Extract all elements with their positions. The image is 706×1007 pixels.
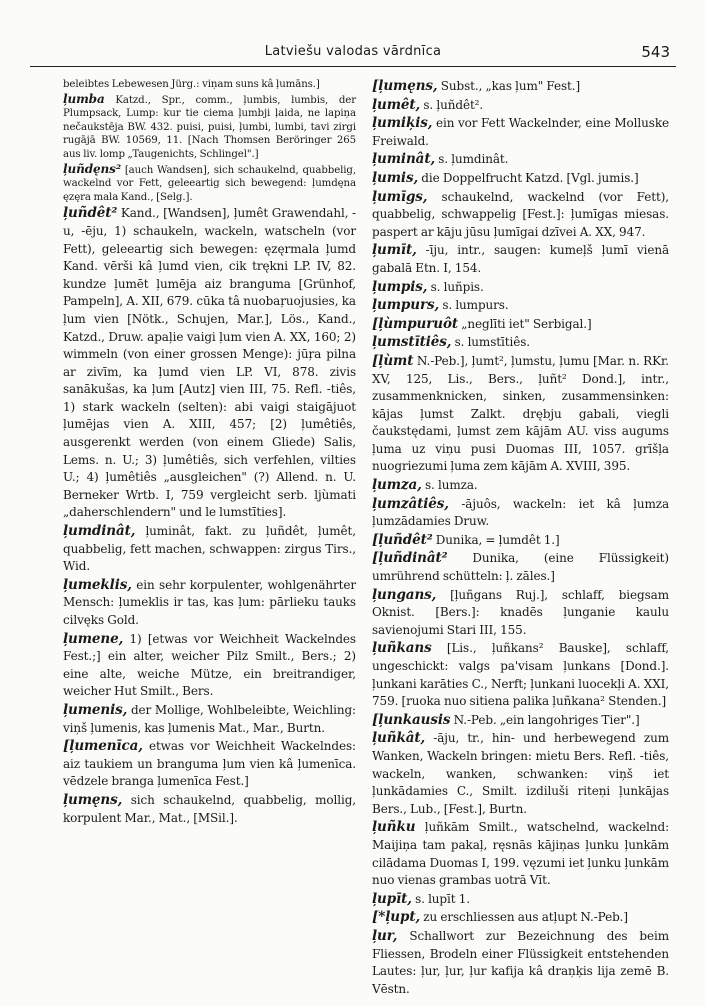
entry-headword: [ļuñdêt² <box>372 531 433 548</box>
entry-definition: [auch Wandsen], sich schaukelnd, quabbelig, wackelnd vor Fett, geleeartig sich bewegend: ļumdęna ęzęra mala Kand., [Selg.]. <box>63 164 356 203</box>
entry-definition: Katzd., Spr., comm., ļumbis, lumbis, der Plumpsack, Lump: kur tie ciema ļumbji ļaida, ne lapiņa nečaukstēja BW. 432. puisi, puisi, ļumbi, lumbi, tavi zirgi rugājā BW. 10569, 11. [Nach Thomsen Beröringer 265 aus liv. lomp „Taugenichts, Schlingel".] <box>63 94 356 160</box>
dictionary-entry <box>372 496 669 531</box>
entry-definition: der Mollige, Wohlbeleibte, Weichling: viņš ļumenis, kas ļumenis Mat., Mar., Burtn. <box>63 702 356 735</box>
entry-headword: ļuminât, <box>372 151 436 168</box>
entry-definition: [ļuñgans Ruj.], schlaff, biegsam Oknist. [Bers.]: knadēs ļunganie kaulu savienojumi Stari III, 155. <box>372 587 669 637</box>
dictionary-entry <box>372 242 669 277</box>
entry-definition: Dunika, = ļumdêt 1.] <box>435 532 560 547</box>
entry-headword: [ļuñdinât² <box>372 550 448 567</box>
dictionary-entry <box>372 928 669 998</box>
entry-definition: Subst., „kas ļum" Fest.] <box>440 79 581 93</box>
entry-definition: N.-Peb.], ļumt², ļumstu, ļumu [Mar. n. RKr. XV, 125, Lis., Bers., ļuñt² Dond.], intr., zusammenknicken, sinken, zusammensinken: kājas ļumst Zalkt. drębju gabali, viegli čaukstędami, ļumst zem kājām AU. viss augums ļuma uz viņu pusi Duomas III, 1057. grīšļa nuogriezumi ļuma zem kājām A. XVIII, 395. <box>372 353 670 474</box>
dictionary-entry <box>372 189 669 242</box>
entry-definition: s. lupīt 1. <box>415 891 470 906</box>
page-number: 543 <box>641 43 670 61</box>
entry-headword: ļuñkans <box>372 640 432 657</box>
dictionary-entry <box>372 97 669 115</box>
entry-headword: ļuñku <box>372 819 416 836</box>
dictionary-entry <box>372 819 669 889</box>
entry-headword: [ļùmt <box>372 352 414 369</box>
dictionary-entry <box>372 891 669 909</box>
entry-definition: s. lumza. <box>424 478 478 493</box>
dictionary-entry <box>63 163 356 205</box>
entry-definition: -īju, intr., saugen: kumeļš ļumī vienā gabalā Etn. I, 154. <box>372 243 670 275</box>
entry-headword: [ļumęns, <box>372 78 438 94</box>
entry-definition: ļuñkām Smilt., watschelnd, wackelnd: Maijiņa tam pakaļ, ręsnās kājiņas ļunku ļunkām cilādama Duomas I, 199. vęzumi iet ļunku ļunkām nuo vienas grambas uotrā Vīt. <box>372 820 670 888</box>
entry-headword: [ļunkausis <box>372 711 451 728</box>
entry-headword: [ļumenīca, <box>63 738 143 755</box>
entry-definition: s. ļumdinât. <box>438 152 509 167</box>
right-column <box>372 78 669 999</box>
running-title: Latviešu valodas vārdnīca <box>264 44 442 59</box>
entry-headword: ļumīgs, <box>372 188 428 205</box>
dictionary-entry <box>372 730 669 818</box>
entry-definition: s. lumpurs. <box>442 298 509 313</box>
dictionary-entry <box>63 78 356 92</box>
entry-headword: ļumis, <box>372 169 419 186</box>
dictionary-entry <box>372 532 669 550</box>
entry-headword: ļuñkât, <box>372 730 426 747</box>
dictionary-entry <box>63 702 356 737</box>
dictionary-entry <box>372 151 669 169</box>
entry-definition: etwas vor Weichheit Wackelndes: aiz taukiem un branguma ļum vien kâ ļumenīca. vēdzele branga ļumenīca Fest.] <box>63 739 357 789</box>
dictionary-entry <box>372 909 669 927</box>
dictionary-entry <box>372 78 669 96</box>
dictionary-entry <box>372 279 669 297</box>
entry-definition: s. luñpis. <box>430 279 484 294</box>
dictionary-entry <box>372 316 669 334</box>
entry-headword: ļumene, <box>63 630 124 647</box>
header-rule <box>30 66 676 67</box>
entry-definition: „neglīti iet" Serbigal.] <box>461 316 592 331</box>
page-header <box>30 44 676 64</box>
entry-headword: [ļùmpuruôt <box>372 315 459 332</box>
entry-headword: ļumpurs, <box>372 297 440 314</box>
entry-headword: ļumdinât, <box>63 523 136 540</box>
entry-headword: ļupīt, <box>372 890 412 907</box>
dictionary-entry <box>372 334 669 352</box>
entry-headword: ļumeklis, <box>63 576 132 593</box>
entry-headword: ļumzâtiês, <box>372 495 449 512</box>
entry-headword: ļumenis, <box>63 701 128 718</box>
entry-headword: ļumiķis, <box>372 115 433 132</box>
entry-definition: ļuminât, fakt. zu ļuñdêt, ļumêt, quabbelig, fett machen, schwappen: zirgus Tirs., Wid. <box>63 524 356 574</box>
entry-headword: ļungans, <box>372 586 437 603</box>
dictionary-entry <box>372 353 669 476</box>
dictionary-entry <box>63 577 356 630</box>
entry-headword: ļumīt, <box>372 242 417 259</box>
dictionary-entry <box>372 587 669 640</box>
entry-definition: -āju, tr., hin- und herbewegend zum Wanken, Wackeln bringen: mietu Bers. Refl. -tiês, wackeln, wanken, schwanken: viņš iet ļunkādamies C., Smilt. izdiluši riteņi ļunkājas Bers., Lub., [Fest.], Burtn. <box>372 731 670 816</box>
entry-definition: 1) [etwas vor Weichheit Wackelndes Fest.;] ein alter, weicher Pilz Smilt., Bers.; 2) eine alte, weiche Mütze, ein breitrandiger, weicher Hut Smilt., Bers. <box>63 631 356 699</box>
entry-definition: sich schaukelnd, quabbelig, mollig, korpulent Mar., Mat., [MSil.]. <box>63 792 356 825</box>
entry-definition: ein sehr korpulenter, wohlgenährter Mensch: ļumeklis ir tas, kas ļum: pārlieku tauks cilvęks Gold. <box>63 577 356 627</box>
entry-definition: -ājuôs, wackeln: iet kâ ļumza ļumzādamies Druw. <box>372 496 670 529</box>
entry-definition: ein vor Fett Wackelnder, eine Molluske Freiwald. <box>372 116 670 148</box>
entry-definition: beleibtes Lebewesen Jürg.: viņam suns kâ ļumāns.] <box>63 79 320 90</box>
dictionary-entry <box>63 738 356 791</box>
entry-definition: [Lis., ļuñkans² Bauske], schlaff, ungeschickt: valgs pa'visam ļunkans [Dond.]. ļunkani karāties C., Nerft; ļunkani luocekļi A. XXI, 759. [ruoka nuo sitiena palika ļuñkana² Stenden.] <box>372 641 669 709</box>
dictionary-entry <box>63 631 356 701</box>
dictionary-entry <box>63 93 356 162</box>
entry-definition: zu erschliessen aus atļupt N.-Peb.] <box>423 910 628 925</box>
entry-headword: ļumba <box>63 91 105 106</box>
entry-headword: [*ļupt, <box>372 909 421 926</box>
dictionary-entry <box>372 712 669 730</box>
entry-headword: ļuñdêt² <box>63 205 118 222</box>
dictionary-entry <box>372 115 669 150</box>
dictionary-entry <box>63 205 356 522</box>
entry-headword: ļumpis, <box>372 278 428 295</box>
dictionary-entry <box>63 523 356 576</box>
entry-headword: ļuñdęns² <box>63 161 121 176</box>
entry-definition: N.-Peb. „ein langohriges Tier".] <box>453 712 640 727</box>
entry-definition: Dunika, (eine Flüssigkeit) umrührend schütteln: ļ. zāles.] <box>372 551 669 584</box>
entry-headword: ļumza, <box>372 477 422 494</box>
dictionary-entry <box>372 550 669 585</box>
entry-headword: ļumêt, <box>372 96 421 113</box>
entry-definition: Kand., [Wandsen], ļumêt Grawendahl, -u, -ēju, 1) schaukeln, wackeln, watscheln (vor Fett), geleeartig sich bewegen: ęzęrmala ļumd Kand. vērši kâ ļumd vien, cik trękni LP. IV, 82. kundze ļumēt ļumēja aiz branguma [Grünhof, Pampeln], A. XII, 679. cūka tâ nuobaŗuojusies, ka ļum vien [Nötk., Schujen, Mar.], Lös., Kand., Katzd., Druw. apaļie vaigi ļum vien A. XX, 160; 2) wimmeln (von einer grossen Menge): jūŗa pilna ar zivīm, ka ļumd vien LP. VI, 878. zivis sanākušas, ka ļum [Autz] vien III, 75. Refl. -tiês, 1) stark wackeln (selten): abi vaigi staigājuot ļumējas vien A. XIII, 457; [2) ļumêtiês, ausgerenkt werden (von einem Gliede) Salis, Lems. n. U.; 3) ļumêtiês, sich verfehlen, vilties U.; 4) ļumêtiês „ausgleichen" (?) Allend. n. U. Berneker Wrtb. I, 759 vergleicht serb. ljùmati „daherschlendern" und le lumstīties]. <box>63 206 356 520</box>
entry-headword: ļumęns, <box>63 791 123 808</box>
dictionary-entry <box>372 297 669 315</box>
left-column <box>63 78 356 828</box>
entry-definition: die Doppelfrucht Katzd. [Vgl. jumis.] <box>421 170 639 185</box>
dictionary-entry <box>63 792 356 827</box>
dictionary-entry <box>372 170 669 188</box>
entry-headword: ļumstītiês, <box>372 334 452 351</box>
entry-definition: s. lumstītiês. <box>454 335 530 350</box>
entry-headword: ļur, <box>372 927 398 944</box>
entry-definition: Schallwort zur Bezeichnung des beim Fliessen, Brodeln einer Flüssigkeit entstehenden Lautes: ļur, ļur, ļur kafija kâ draņķis lija zemē B. Vēstn. <box>372 928 670 996</box>
dictionary-entry <box>372 640 669 710</box>
entry-definition: s. ļuñdêt². <box>423 97 484 112</box>
entry-definition: schaukelnd, wackelnd (vor Fett), quabbelig, schwappelig [Fest.]: ļumīgas miesas. paspert ar kāju jūsu ļumīgai dzīvei A. XX, 947. <box>372 189 669 239</box>
dictionary-entry <box>372 477 669 495</box>
